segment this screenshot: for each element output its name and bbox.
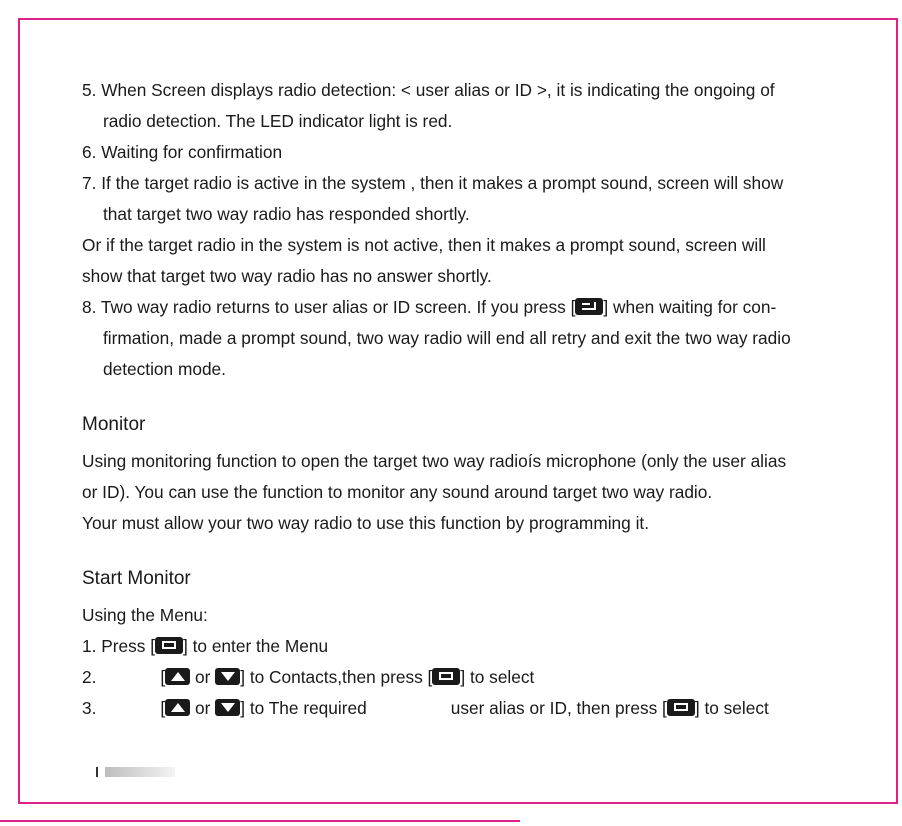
start-step-3-text: ] to The required	[240, 698, 367, 718]
down-arrow-key-icon	[215, 699, 240, 716]
using-menu-label: Using the Menu:	[82, 605, 208, 625]
return-key-icon	[575, 298, 603, 315]
start-step-3-text-mid: user alias or ID, then press [	[450, 698, 667, 718]
start-step-1	[82, 631, 862, 662]
monitor-heading: Monitor	[82, 414, 146, 435]
menu-key-icon	[155, 637, 183, 654]
manual-page-text	[82, 75, 862, 724]
start-step-2-bracket: [	[160, 667, 166, 687]
or-note-line-1: Or if the target radio in the system is not active, then it makes a prompt sound, screen will	[82, 235, 766, 255]
step-7-line-1: 7. If the target radio is active in the system , then it makes a prompt sound, screen will show	[82, 173, 784, 193]
start-step-3	[82, 693, 862, 724]
up-arrow-key-icon	[165, 668, 190, 685]
menu-key-icon	[432, 668, 460, 685]
step-8-line-1	[82, 292, 862, 323]
page-marker	[96, 767, 98, 777]
down-arrow-key-icon	[215, 668, 240, 685]
monitor-paragraph-line-3: Your must allow your two way radio to use this function by programming it.	[82, 513, 650, 533]
start-monitor-heading: Start Monitor	[82, 568, 191, 589]
start-step-1-text-a: 1. Press [	[82, 636, 155, 656]
step-5-line-2: radio detection. The LED indicator light is red.	[103, 111, 453, 131]
step-8-line-2: firmation, made a prompt sound, two way radio will end all retry and exit the two way radio	[103, 328, 791, 348]
or-note-line-2: show that target two way radio has no answer shortly.	[82, 266, 492, 286]
step-7-line-2: that target two way radio has responded shortly.	[103, 204, 470, 224]
step-8-text-b: ] when waiting for con-	[603, 297, 777, 317]
start-step-3-bracket: [	[160, 698, 166, 718]
start-step-2-or: or	[195, 667, 211, 687]
start-step-3-number: 3.	[82, 698, 97, 718]
start-step-2-text: ] to Contacts,then press [	[240, 667, 433, 687]
monitor-paragraph-line-2: or ID). You can use the function to monitor any sound around target two way radio.	[82, 482, 713, 502]
start-step-2	[82, 662, 862, 693]
start-step-3-text-end: ] to select	[694, 698, 769, 718]
start-step-3-or: or	[195, 698, 211, 718]
up-arrow-key-icon	[165, 699, 190, 716]
start-step-1-text-b: ] to enter the Menu	[183, 636, 329, 656]
detection-steps	[82, 75, 862, 385]
page-gradient-bar	[105, 767, 175, 777]
step-8-text-a: 8. Two way radio returns to user alias or ID screen. If you press [	[82, 297, 576, 317]
step-8-line-3: detection mode.	[103, 359, 226, 379]
menu-key-icon	[667, 699, 695, 716]
start-step-2-text-end: ] to select	[460, 667, 535, 687]
start-step-2-number: 2.	[82, 667, 97, 687]
monitor-paragraph-line-1: Using monitoring function to open the target two way radioís microphone (only the user alias	[82, 451, 787, 471]
step-6: 6. Waiting for confirmation	[82, 142, 283, 162]
bottom-edge-line	[0, 820, 520, 822]
step-5-line-1: 5. When Screen displays radio detection: < user alias or ID >, it is indicating the ongoing of	[82, 80, 775, 100]
